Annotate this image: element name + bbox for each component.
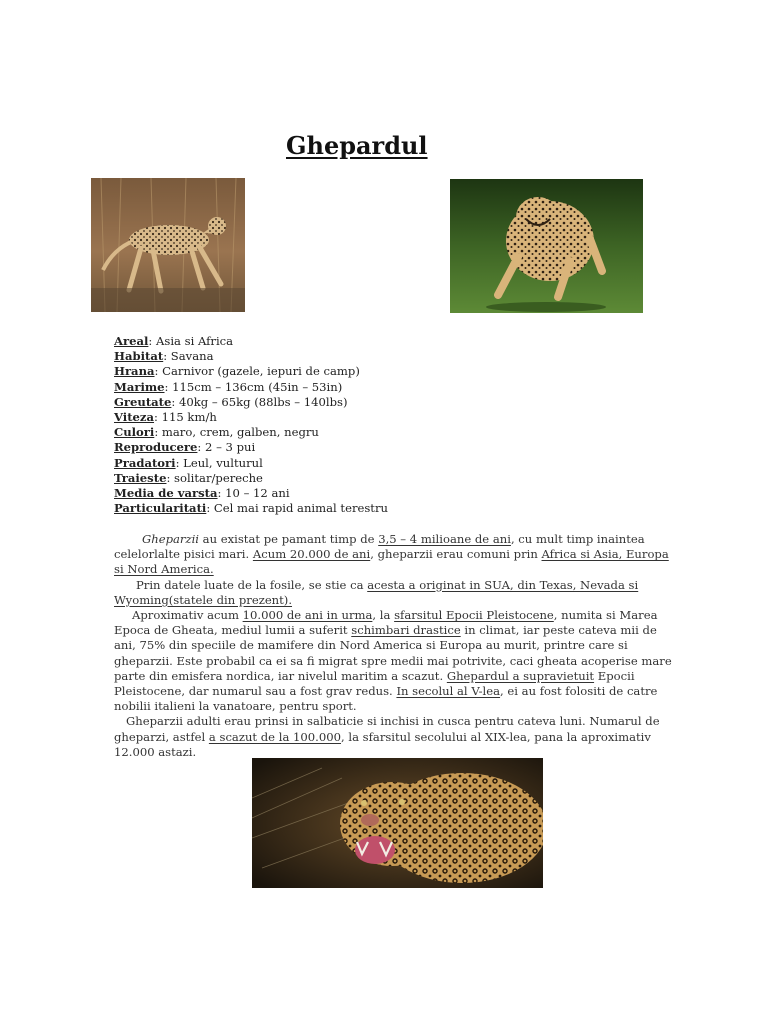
fact-value: : 40kg – 65kg (88lbs – 140lbs) bbox=[171, 394, 348, 409]
text-run: , cu mult timp inaintea celelorlalte pisici mari. bbox=[114, 532, 645, 562]
fact-item bbox=[114, 380, 388, 395]
fact-value: : Leul, vulturul bbox=[175, 455, 263, 470]
fact-label: Pradatori bbox=[114, 455, 176, 470]
underlined-text: schimbari drastice bbox=[351, 623, 461, 638]
text-run: , numita si Marea Epoca de Gheata, mediul lumii a suferit bbox=[114, 608, 658, 638]
paragraph-fossils bbox=[114, 578, 674, 608]
fact-item bbox=[114, 334, 388, 349]
text-run: , la bbox=[372, 608, 395, 623]
text-run: au existat pe pamant timp de bbox=[199, 532, 379, 546]
paragraph-origins bbox=[114, 532, 674, 578]
underlined-text: acesta a originat in SUA, din Texas, Nevada si Wyoming(statele din prezent). bbox=[114, 577, 639, 607]
fact-item bbox=[114, 395, 388, 410]
fact-item bbox=[114, 486, 388, 501]
fact-label: Habitat bbox=[114, 349, 164, 364]
cheetah-running-photo bbox=[450, 179, 643, 313]
text-run: Epocii Pleistocene, dar numarul sau a fost grav redus. bbox=[114, 668, 635, 699]
facts-list bbox=[114, 334, 388, 516]
fact-label: Particularitati bbox=[114, 501, 207, 516]
italic-term: Gheparzii bbox=[142, 532, 199, 546]
fact-item bbox=[114, 471, 388, 486]
underlined-text: Africa si Asia, Europa si Nord America. bbox=[114, 547, 669, 577]
fact-label: Greutate bbox=[114, 394, 172, 409]
fact-value: : 115cm – 136cm (45in – 53in) bbox=[164, 379, 343, 394]
fact-label: Reproducere bbox=[114, 440, 198, 455]
fact-item bbox=[114, 349, 388, 364]
fact-label: Media de varsta bbox=[114, 486, 218, 501]
paragraph-pleistocene bbox=[114, 608, 674, 714]
text-run: Prin datele luate de la fosile, se stie ca bbox=[136, 577, 368, 592]
fact-value: : Cel mai rapid animal terestru bbox=[206, 501, 388, 516]
fact-item bbox=[114, 364, 388, 379]
fact-label: Viteza bbox=[114, 410, 155, 425]
fact-value: : 10 – 12 ani bbox=[217, 486, 290, 501]
text-run: Aproximativ acum bbox=[132, 608, 243, 623]
page-title: Ghepardul bbox=[286, 131, 428, 160]
text-run: Gheparzii adulti erau prinsi in salbaticie si inchisi in cusca pentru cateva luni. Numarul de gheparzi, astfel bbox=[114, 714, 660, 744]
underlined-text: 10.000 de ani in urma bbox=[242, 608, 373, 623]
underlined-text: 3,5 – 4 milioane de ani bbox=[378, 532, 511, 546]
fact-item bbox=[114, 425, 388, 440]
fact-label: Traieste bbox=[114, 470, 167, 485]
fact-value: : Asia si Africa bbox=[148, 334, 234, 348]
fact-item bbox=[114, 456, 388, 471]
fact-label: Culori bbox=[114, 425, 155, 440]
underlined-text: Acum 20.000 de ani bbox=[252, 547, 371, 562]
underlined-text: a scazut de la 100.000 bbox=[208, 729, 341, 744]
fact-item bbox=[114, 410, 388, 425]
text-run: , ei au fost folositi de catre nobilii italieni la vanatoare, pentru sport. bbox=[114, 684, 658, 714]
fact-value: : Savana bbox=[163, 349, 214, 364]
fact-label: Areal bbox=[114, 334, 149, 348]
underlined-text: Ghepardul a supravietuit bbox=[446, 668, 595, 683]
fact-item bbox=[114, 440, 388, 455]
fact-value: : solitar/pereche bbox=[166, 470, 263, 485]
fact-value: : 2 – 3 pui bbox=[197, 440, 256, 455]
fact-value: : Carnivor (gazele, iepuri de camp) bbox=[154, 364, 360, 379]
leopard-snarling-photo bbox=[252, 758, 543, 888]
text-run: in climat, iar peste cateva mii de ani, 75% din speciile de mamifere din Nord America si Europa au murit, printre care si gheparzii. Este probabil ca ei sa fi migrat spre medii mai potrivite, caci gheata acoperise mare parte din emisfera nordica, iar nivelul maritim a scazut. bbox=[114, 623, 672, 683]
fact-label: Hrana bbox=[114, 364, 155, 379]
underlined-text: In secolul al V-lea bbox=[396, 684, 501, 699]
fact-item bbox=[114, 501, 388, 516]
cheetah-walking-photo bbox=[91, 178, 245, 312]
text-run: , la sfarsitul secolului al XIX-lea, pana la aproximativ 12.000 astazi. bbox=[114, 729, 651, 759]
fact-value: : 115 km/h bbox=[154, 410, 217, 425]
underlined-text: sfarsitul Epocii Pleistocene bbox=[394, 608, 554, 623]
fact-value: : maro, crem, galben, negru bbox=[154, 425, 319, 440]
article-body bbox=[114, 532, 674, 760]
fact-label: Marime bbox=[114, 379, 165, 394]
paragraph-decline bbox=[114, 714, 674, 760]
text-run: , gheparzii erau comuni prin bbox=[370, 547, 542, 562]
